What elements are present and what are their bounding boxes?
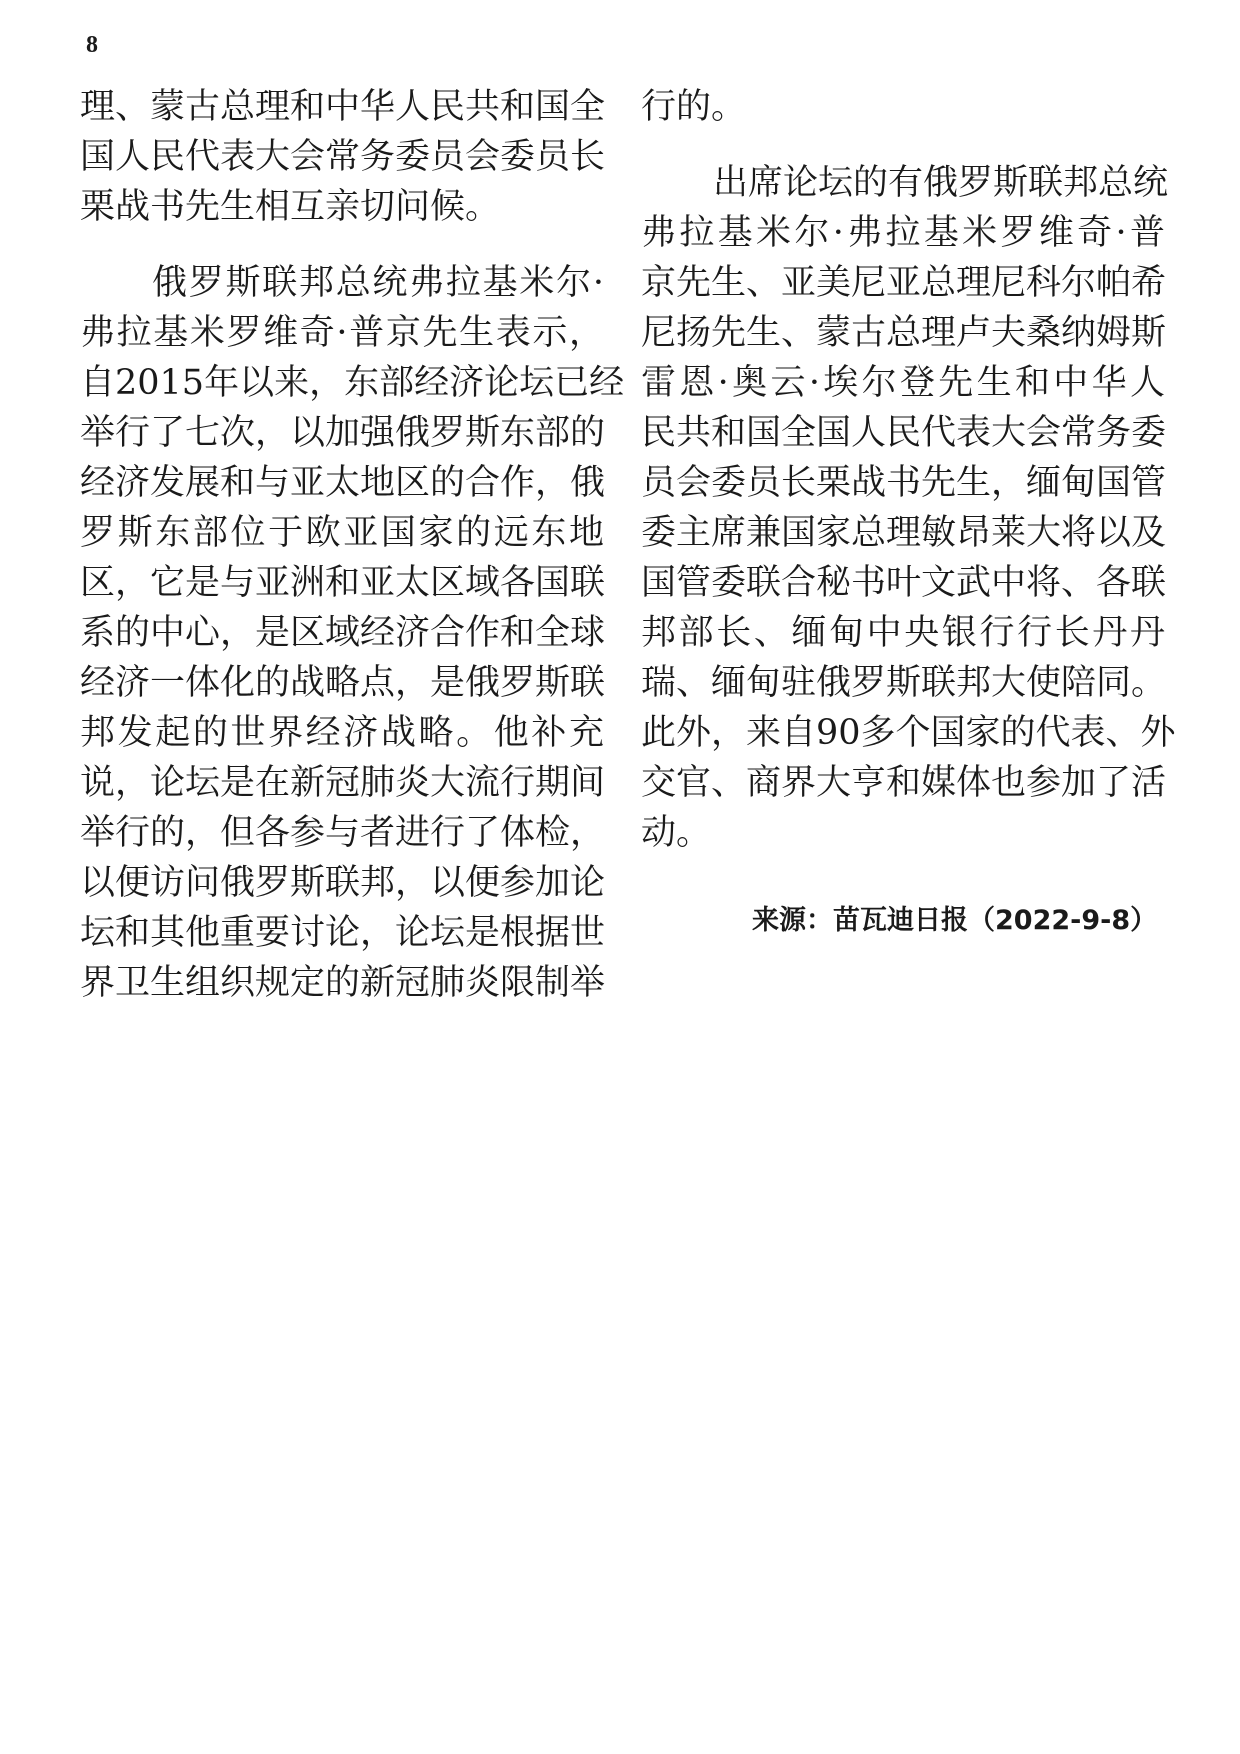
text-line: 区，它是与亚洲和亚太区域各国联	[80, 563, 606, 603]
text-line: 罗斯东部位于欧亚国家的远东地	[80, 513, 604, 553]
right-paragraph-1	[641, 82, 1165, 132]
text-line: 栗战书先生相互亲切问候。	[80, 187, 501, 227]
text-line: 出席论坛的有俄罗斯联邦总统	[713, 163, 1169, 203]
text-line: 交官、商界大亨和媒体也参加了活	[641, 763, 1167, 803]
right-column	[641, 82, 1176, 858]
text-line: 京先生、亚美尼亚总理尼科尔帕希	[641, 263, 1167, 303]
text-line: 经济一体化的战略点，是俄罗斯联	[80, 663, 606, 703]
text-line: 委主席兼国家总理敏昂莱大将以及	[641, 513, 1167, 553]
text-line: 坛和其他重要讨论，论坛是根据世	[80, 913, 606, 953]
text-line: 举行了七次，以加强俄罗斯东部的	[80, 413, 606, 453]
text-line: 系的中心，是区域经济合作和全球	[80, 613, 606, 653]
text-line: 行的。	[641, 87, 747, 127]
left-paragraph-1	[80, 82, 604, 232]
text-line: 国管委联合秘书叶文武中将、各联	[641, 563, 1167, 603]
right-paragraph-2	[641, 158, 1176, 858]
text-line: 界卫生组织规定的新冠肺炎限制举	[80, 963, 606, 1003]
text-line: 举行的，但各参与者进行了体检，	[80, 813, 606, 853]
left-column	[80, 82, 625, 1008]
text-line: 理、蒙古总理和中华人民共和国全	[80, 87, 606, 127]
text-line: 以便访问俄罗斯联邦，以便参加论	[80, 863, 606, 903]
text-line: 动。	[641, 813, 712, 853]
text-line: 自2015年以来，东部经济论坛已经	[80, 363, 625, 403]
text-line: 尼扬先生、蒙古总理卢夫桑纳姆斯	[641, 313, 1167, 353]
text-line: 说，论坛是在新冠肺炎大流行期间	[80, 763, 606, 803]
text-line: 此外，来自90多个国家的代表、外	[641, 713, 1176, 753]
text-line: 弗拉基米尔·弗拉基米罗维奇·普	[641, 213, 1165, 253]
text-line: 雷恩·奥云·埃尔登先生和中华人	[641, 363, 1165, 403]
text-line: 国人民代表大会常务委员会委员长	[80, 137, 606, 177]
text-line: 员会委员长栗战书先生，缅甸国管	[641, 463, 1167, 503]
text-line: 弗拉基米罗维奇·普京先生表示，	[80, 313, 604, 353]
left-paragraph-2	[80, 258, 625, 1008]
text-line: 邦部长、缅甸中央银行行长丹丹	[641, 613, 1165, 653]
text-line: 瑞、缅甸驻俄罗斯联邦大使陪同。	[641, 663, 1167, 703]
text-line: 民共和国全国人民代表大会常务委	[641, 413, 1167, 453]
page-number: 8	[86, 32, 98, 58]
text-line: 俄罗斯联邦总统弗拉基米尔·	[152, 263, 604, 303]
text-line: 经济发展和与亚太地区的合作，俄	[80, 463, 606, 503]
source-attribution: 来源：苗瓦迪日报（2022-9-8）	[752, 905, 1158, 936]
text-line: 邦发起的世界经济战略。他补充	[80, 713, 604, 753]
